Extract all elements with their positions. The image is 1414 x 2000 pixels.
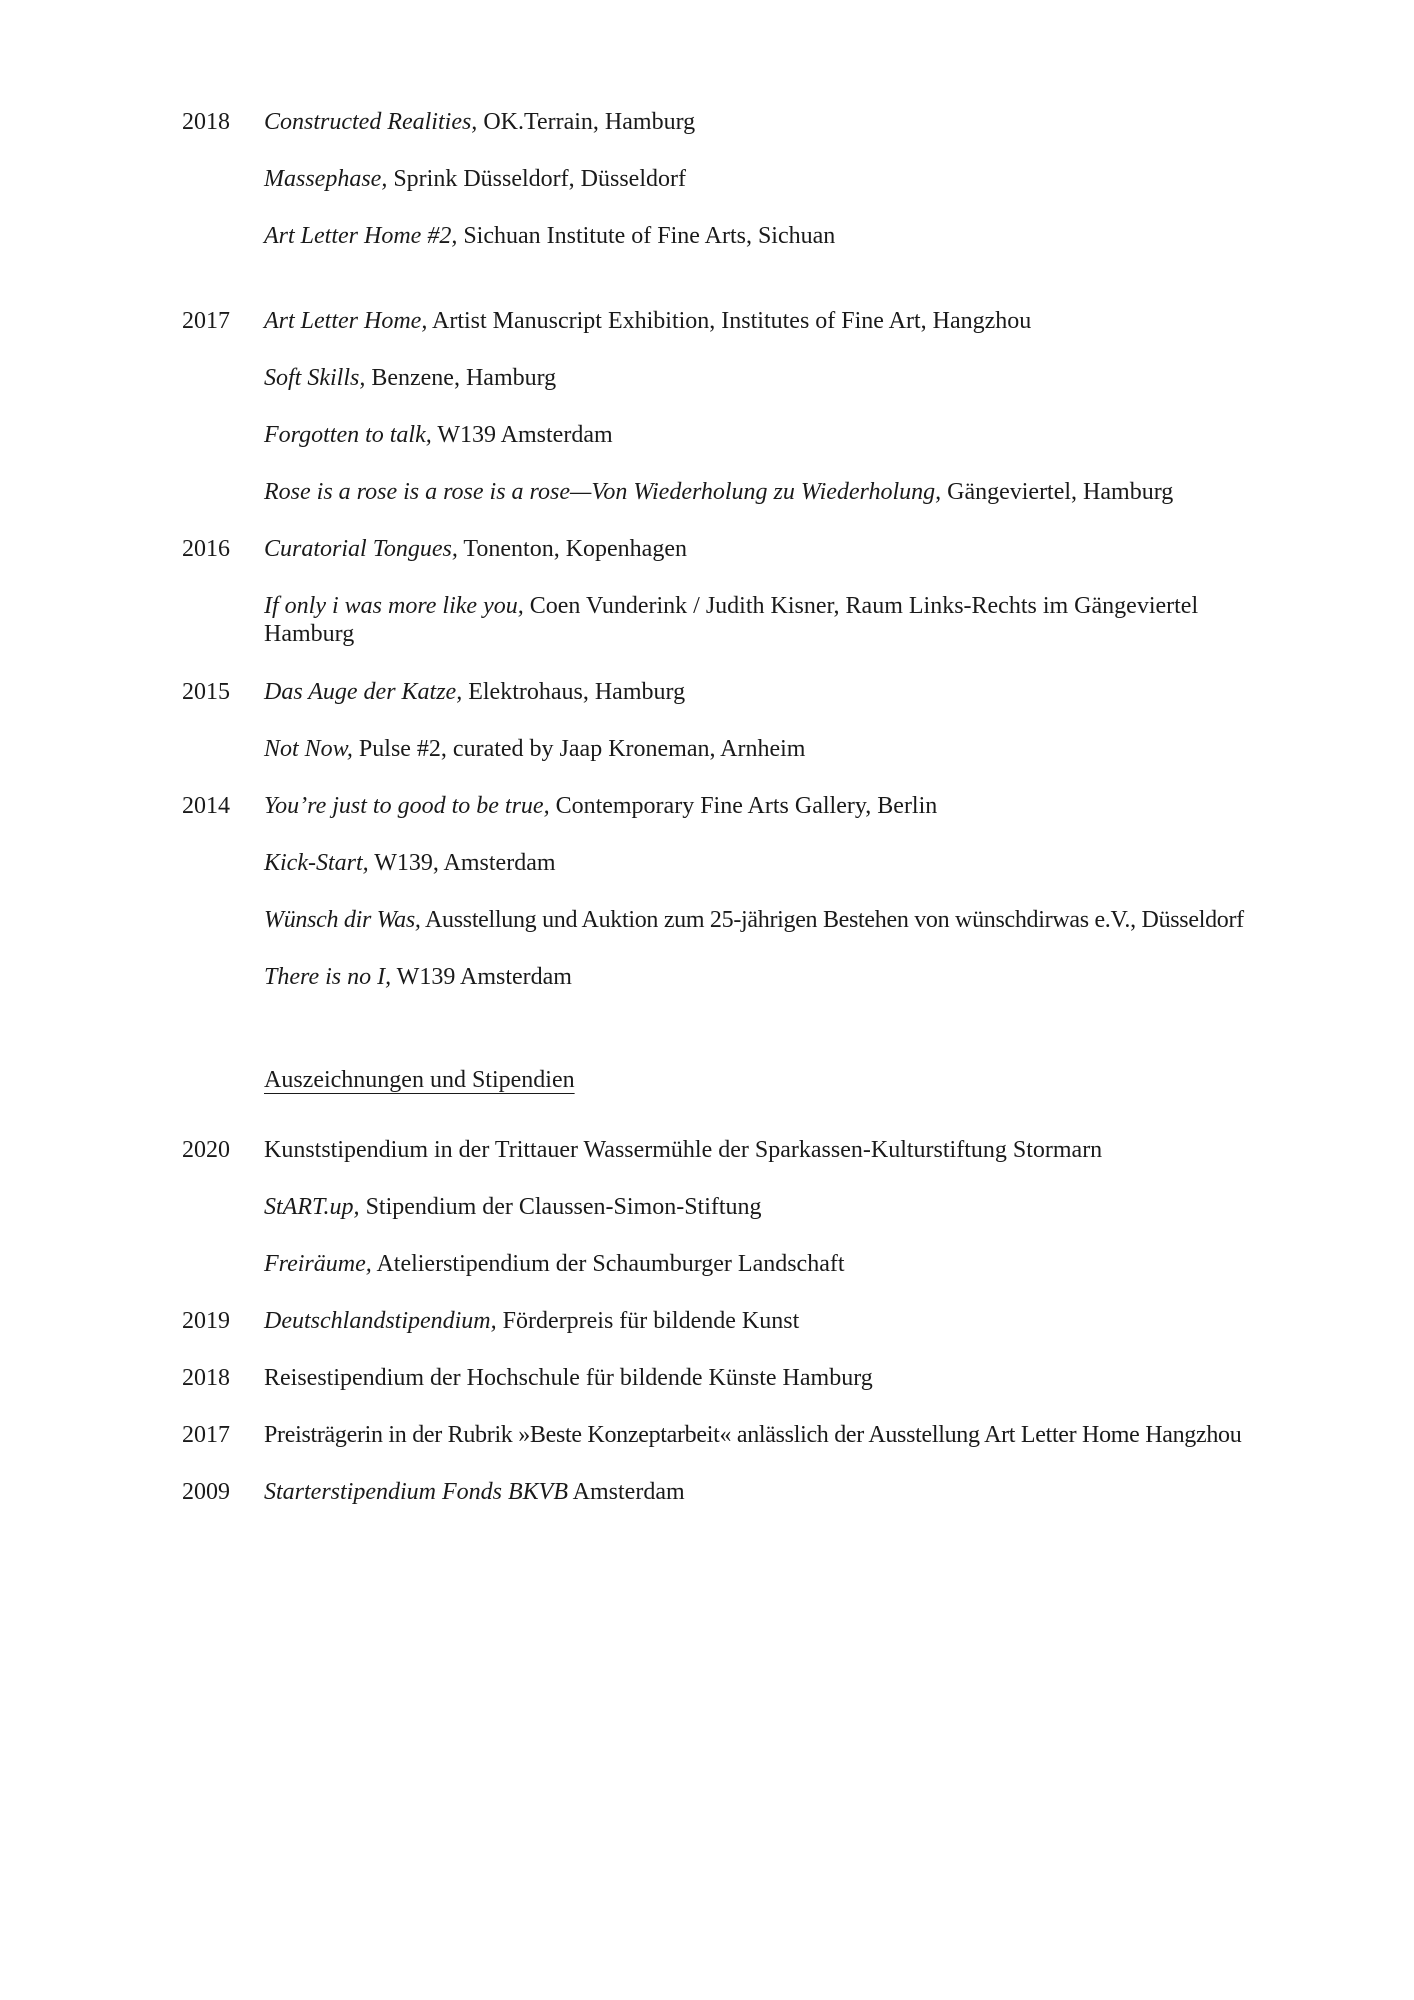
exhibition-entry bbox=[264, 307, 1324, 335]
award-entry bbox=[264, 1193, 1324, 1221]
exhibition-title: There is no I, bbox=[264, 964, 392, 990]
award-entry bbox=[264, 1421, 1364, 1449]
exhibition-entry bbox=[264, 421, 1324, 449]
award-year: 2009 bbox=[182, 1479, 230, 1505]
exhibition-venue: W139 Amsterdam bbox=[431, 422, 613, 448]
exhibition-title: If only i was more like you, bbox=[264, 593, 524, 619]
award-title: Freiräume, bbox=[264, 1251, 372, 1277]
exhibition-year: 2016 bbox=[182, 536, 230, 562]
exhibition-title: Forgotten to talk, bbox=[264, 422, 432, 448]
exhibition-venue: Coen Vunderink / Judith Kisner, Raum Links-Rechts im Gängeviertel Hamburg bbox=[264, 593, 1199, 647]
exhibition-entry bbox=[264, 849, 1324, 877]
award-description: Atelierstipendium der Schaumburger Landschaft bbox=[371, 1251, 845, 1277]
exhibition-entry bbox=[264, 906, 1364, 934]
exhibition-year: 2015 bbox=[182, 679, 230, 705]
exhibition-year: 2017 bbox=[182, 308, 230, 334]
exhibition-title: Massephase, bbox=[264, 166, 388, 192]
award-title: Deutschlandstipendium, bbox=[264, 1308, 497, 1334]
exhibition-venue: W139, Amsterdam bbox=[368, 850, 556, 876]
award-year: 2018 bbox=[182, 1365, 230, 1391]
exhibition-venue: Ausstellung und Auktion zum 25-jährigen Bestehen von wünschdirwas e.V., Düsseldorf bbox=[420, 907, 1244, 933]
award-description: Stipendium der Claussen-Simon-Stiftung bbox=[359, 1194, 762, 1220]
exhibition-entry bbox=[264, 592, 1244, 648]
exhibition-entry bbox=[264, 963, 1324, 991]
exhibition-title: Rose is a rose is a rose is a rose—Von Wiederholung zu Wiederholung, bbox=[264, 479, 942, 505]
exhibition-year: 2018 bbox=[182, 109, 230, 135]
exhibition-entry bbox=[264, 678, 1324, 706]
exhibition-venue: Sichuan Institute of Fine Arts, Sichuan bbox=[457, 223, 836, 249]
awards-heading-text: Auszeichnungen und Stipendien bbox=[264, 1067, 575, 1093]
award-description: Förderpreis für bildende Kunst bbox=[496, 1308, 800, 1334]
exhibition-venue: Artist Manuscript Exhibition, Institutes of Fine Art, Hangzhou bbox=[427, 308, 1032, 334]
exhibition-entry bbox=[264, 735, 1324, 763]
exhibition-title: Soft Skills, bbox=[264, 365, 366, 391]
award-entry bbox=[264, 1478, 1324, 1506]
exhibition-venue: Pulse #2, curated by Jaap Kroneman, Arnheim bbox=[352, 736, 806, 762]
exhibition-venue: Gängeviertel, Hamburg bbox=[941, 479, 1174, 505]
award-description: Amsterdam bbox=[567, 1479, 685, 1505]
exhibition-entry bbox=[264, 165, 1324, 193]
award-year: 2017 bbox=[182, 1422, 230, 1448]
exhibition-title: You’re just to good to be true, bbox=[264, 793, 550, 819]
exhibition-entry bbox=[264, 478, 1324, 506]
award-description: Preisträgerin in der Rubrik »Beste Konzeptarbeit« anlässlich der Ausstellung Art Letter Home Hangzhou bbox=[264, 1422, 1242, 1448]
exhibition-entry bbox=[264, 222, 1324, 250]
exhibition-venue: W139 Amsterdam bbox=[391, 964, 572, 990]
exhibition-entry bbox=[264, 535, 1324, 563]
awards-heading bbox=[264, 1066, 575, 1094]
exhibition-venue: Benzene, Hamburg bbox=[365, 365, 557, 391]
exhibition-entry bbox=[264, 364, 1324, 392]
exhibition-venue: Tonenton, Kopenhagen bbox=[457, 536, 687, 562]
exhibition-year: 2014 bbox=[182, 793, 230, 819]
exhibition-entry bbox=[264, 792, 1324, 820]
exhibition-title: Constructed Realities, bbox=[264, 109, 478, 135]
exhibition-venue: Sprink Düsseldorf, Düsseldorf bbox=[387, 166, 686, 192]
award-year: 2019 bbox=[182, 1308, 230, 1334]
exhibition-venue: Elektrohaus, Hamburg bbox=[462, 679, 686, 705]
exhibition-entry bbox=[264, 108, 1324, 136]
exhibition-venue: OK.Terrain, Hamburg bbox=[477, 109, 696, 135]
award-title: Starterstipendium Fonds BKVB bbox=[264, 1479, 568, 1505]
award-entry bbox=[264, 1136, 1324, 1164]
exhibition-title: Not Now, bbox=[264, 736, 353, 762]
exhibition-title: Art Letter Home, bbox=[264, 308, 428, 334]
exhibition-title: Curatorial Tongues, bbox=[264, 536, 458, 562]
exhibition-title: Das Auge der Katze, bbox=[264, 679, 463, 705]
award-entry bbox=[264, 1364, 1324, 1392]
exhibition-title: Art Letter Home #2, bbox=[264, 223, 458, 249]
award-title: StART.up, bbox=[264, 1194, 360, 1220]
award-description: Reisestipendium der Hochschule für bildende Künste Hamburg bbox=[264, 1365, 873, 1391]
award-description: Kunststipendium in der Trittauer Wassermühle der Sparkassen-Kulturstiftung Stormarn bbox=[264, 1137, 1103, 1163]
award-entry bbox=[264, 1250, 1324, 1278]
award-year: 2020 bbox=[182, 1137, 230, 1163]
exhibition-title: Kick-Start, bbox=[264, 850, 369, 876]
award-entry bbox=[264, 1307, 1324, 1335]
exhibition-venue: Contemporary Fine Arts Gallery, Berlin bbox=[549, 793, 938, 819]
exhibition-title: Wünsch dir Was, bbox=[264, 907, 421, 933]
